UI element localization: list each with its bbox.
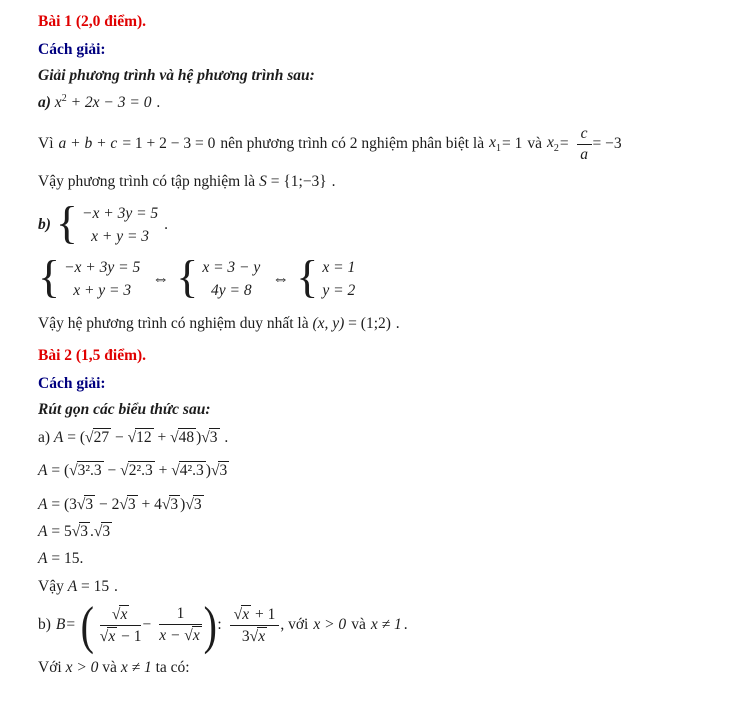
bai2-expression-b: b) B = ( $\frac{√x}{√x - 1}$ − $\frac{1}{x - √x}$ ) : $\frac{√x + 1}{3√x}$ , với x > 0 và x ≠ 1 . xyxy=(38,595,408,655)
text: nên phương trình có 2 nghiệm phân biệt là xyxy=(220,135,485,153)
bai2-step-4 xyxy=(38,549,83,568)
bai2-method-label: Cách giải: xyxy=(38,375,106,392)
equals-sign: = xyxy=(559,135,569,153)
root-2-variable: x xyxy=(547,133,554,151)
bai1-task-statement: Giải phương trình và hệ phương trình sau: xyxy=(38,67,315,84)
radical-sign-icon: √ xyxy=(69,462,78,479)
radicand: x xyxy=(192,627,200,644)
numerator: 1 xyxy=(159,605,202,625)
radicand: x xyxy=(120,605,128,623)
bai2-task-statement: Rút gọn các biểu thức sau: xyxy=(38,401,211,418)
radical-sign-icon: √ xyxy=(120,462,129,479)
text: và xyxy=(102,659,117,676)
denominator-lead: 3 xyxy=(241,627,250,645)
condition-1: x > 0 xyxy=(313,616,347,634)
minus-sign: − xyxy=(142,616,152,634)
radical xyxy=(170,428,196,447)
system-equation-1: x = 1 xyxy=(322,259,356,277)
coefficient-sum: a + b + c xyxy=(58,135,118,153)
division-colon: : xyxy=(217,616,222,634)
radical-sign-icon: √ xyxy=(127,429,137,446)
radical xyxy=(72,522,90,541)
equals-open: = ( xyxy=(51,462,70,479)
plus-term: + 4 xyxy=(141,496,162,513)
minus-term: − 2 xyxy=(99,496,120,513)
root-1-value: = 1 xyxy=(501,135,523,153)
plus-sign: + xyxy=(157,429,167,446)
text: và xyxy=(527,135,542,153)
radicand: x xyxy=(108,627,116,645)
radical xyxy=(171,461,206,480)
result-value: = 15. xyxy=(51,550,84,567)
fraction-1 xyxy=(100,605,142,646)
period: . xyxy=(395,315,400,332)
radicand: 2².3 xyxy=(128,462,153,479)
equivalence-arrow: ⇔ xyxy=(152,269,170,289)
text: Với xyxy=(38,659,62,676)
radical-sign-icon: √ xyxy=(201,429,210,446)
equation-system xyxy=(38,251,141,303)
radical-sign-icon: √ xyxy=(233,605,243,623)
item-label-a: a) xyxy=(38,429,51,446)
bai2-step-2 xyxy=(38,495,204,514)
radical xyxy=(211,461,229,480)
radical xyxy=(100,627,117,646)
system-equation-1: −x + 3y = 5 xyxy=(64,259,141,277)
radical-sign-icon: √ xyxy=(184,627,193,644)
subscript: 2 xyxy=(553,142,559,154)
plus-sign: + xyxy=(158,462,168,479)
item-label-b: b) xyxy=(38,616,51,634)
radical xyxy=(112,605,129,624)
system-equation-1: −x + 3y = 5 xyxy=(82,205,159,223)
set-value: = {1;−3} xyxy=(270,173,327,190)
radicand: 3 xyxy=(193,496,202,513)
system-equation-2: x + y = 3 xyxy=(91,227,150,245)
minus-sign: − xyxy=(107,462,117,479)
system-equation-2: y = 2 xyxy=(322,281,356,299)
radicand: 3².3 xyxy=(77,462,102,479)
radicand: 12 xyxy=(136,429,152,446)
radicand: 4².3 xyxy=(179,462,204,479)
radicand: 3 xyxy=(127,496,136,513)
exponent: 2 xyxy=(61,93,67,104)
condition-1: x > 0 xyxy=(65,659,99,676)
radical xyxy=(94,522,112,541)
radical xyxy=(184,626,201,645)
bai1-conclusion-a xyxy=(38,172,336,191)
equals-sign: = xyxy=(66,616,76,634)
period: . xyxy=(224,429,229,446)
system-equation-1: x = 3 − y xyxy=(202,259,261,277)
radical-sign-icon: √ xyxy=(76,496,86,513)
expression-variable: A xyxy=(38,496,48,513)
system-equation-2: 4y = 8 xyxy=(211,281,252,299)
fraction-c-over-a xyxy=(577,125,592,164)
close-paren: ) xyxy=(196,429,202,446)
equals-open: = (3 xyxy=(51,496,77,513)
equation-system xyxy=(296,251,356,303)
equals-coefficient: = 5 xyxy=(51,523,72,540)
bai1-solve-line xyxy=(38,251,360,304)
bai1-title: Bài 1 (2,0 điểm). xyxy=(38,13,147,30)
fraction-numerator: c xyxy=(577,125,592,145)
radical-sign-icon: √ xyxy=(111,605,121,623)
radicand: 3 xyxy=(219,462,228,479)
fraction-3 xyxy=(230,605,280,646)
item-label-a: a) xyxy=(38,94,51,112)
expression-variable: A xyxy=(38,462,48,479)
radicand: x xyxy=(242,605,250,623)
system-brace: { xyxy=(38,251,61,303)
condition-2: x ≠ 1 xyxy=(370,616,402,634)
item-label-b: b) xyxy=(38,216,51,234)
radical-sign-icon: √ xyxy=(93,523,103,540)
denominator-rest: − 1 xyxy=(121,627,142,645)
text: và xyxy=(351,616,366,634)
radical-sign-icon: √ xyxy=(249,627,259,645)
text: ta có: xyxy=(155,659,190,676)
variable: x xyxy=(54,94,62,112)
expression-variable: A xyxy=(38,523,48,540)
condition-intro: , với xyxy=(280,616,309,634)
equivalence-arrow: ⇔ xyxy=(272,269,290,289)
bai1-method-label: Cách giải: xyxy=(38,41,106,58)
bai2-expression-a xyxy=(38,428,228,447)
system-brace: { xyxy=(176,251,199,303)
system-brace: { xyxy=(296,251,319,303)
radical xyxy=(201,428,219,447)
radical-sign-icon: √ xyxy=(119,496,128,513)
bai1-conclusion-b xyxy=(38,314,400,333)
radical xyxy=(234,605,251,624)
expression-variable: A xyxy=(53,429,64,446)
bai2-step-3 xyxy=(38,522,112,541)
close-paren: ) xyxy=(180,496,186,513)
equals-open: = ( xyxy=(67,429,86,446)
radical-sign-icon: √ xyxy=(161,496,171,513)
result-value: = 15 xyxy=(81,578,110,595)
bai2-final-line xyxy=(38,658,190,677)
radical xyxy=(162,495,180,514)
radicand: x xyxy=(258,627,266,645)
radicand: 3 xyxy=(80,523,88,540)
radical xyxy=(77,495,95,514)
radicand: 3 xyxy=(209,429,218,446)
radicand: 3 xyxy=(85,496,94,513)
text: Vậy phương trình có tập nghiệm là xyxy=(38,173,256,190)
system-brace: { xyxy=(55,197,79,249)
text: Vậy xyxy=(38,578,64,595)
minus-sign: − xyxy=(114,429,124,446)
expression-variable: A xyxy=(67,578,78,595)
bai1-equation-a xyxy=(38,93,160,113)
solution-value: = (1;2) xyxy=(348,315,391,332)
radical xyxy=(185,495,203,514)
root-2-value: = −3 xyxy=(592,135,622,153)
period: . xyxy=(331,173,336,190)
equation-system xyxy=(55,197,159,249)
radical xyxy=(128,428,154,447)
bai2-title: Bài 2 (1,5 điểm). xyxy=(38,347,147,364)
radical-sign-icon: √ xyxy=(85,429,94,446)
period: . xyxy=(164,216,169,234)
period: . xyxy=(156,94,161,112)
expression-variable: A xyxy=(38,550,48,567)
radical-sign-icon: √ xyxy=(170,429,179,446)
equation-body: + 2x − 3 = 0 xyxy=(70,94,152,112)
close-paren: ) xyxy=(205,462,211,479)
radical xyxy=(69,461,104,480)
radical xyxy=(85,428,111,447)
text: Vì xyxy=(38,135,54,153)
radicand: 3 xyxy=(170,496,179,513)
multiplication-dot: . xyxy=(89,523,94,540)
solution-pair: (x, y) xyxy=(312,315,345,332)
radical-sign-icon: √ xyxy=(71,523,81,540)
numerator-rest: + 1 xyxy=(254,605,276,623)
system-equation-2: x + y = 3 xyxy=(73,281,132,299)
expression-variable: B xyxy=(55,616,66,634)
radicand: 27 xyxy=(93,429,110,446)
radical-sign-icon: √ xyxy=(99,627,109,645)
equation-system xyxy=(176,251,261,303)
denominator-lead: x − xyxy=(159,627,181,644)
text: Vậy hệ phương trình có nghiệm duy nhất là xyxy=(38,315,309,332)
period: . xyxy=(114,578,118,595)
radical-sign-icon: √ xyxy=(185,496,194,513)
radical xyxy=(119,495,137,514)
fraction-2 xyxy=(159,605,202,645)
radical-sign-icon: √ xyxy=(171,462,180,479)
condition-2: x ≠ 1 xyxy=(120,659,152,676)
radical-sign-icon: √ xyxy=(210,462,220,479)
radicand: 3 xyxy=(102,523,111,540)
radical xyxy=(120,461,155,480)
coefficient-sum-value: = 1 + 2 − 3 = 0 xyxy=(122,135,216,153)
bai2-step-1 xyxy=(38,461,229,480)
period: . xyxy=(403,616,408,634)
bai2-conclusion-a xyxy=(38,577,118,596)
fraction-denominator: a xyxy=(580,145,588,163)
radicand: 48 xyxy=(178,429,195,446)
bai1-reasoning-line xyxy=(38,124,627,164)
radical xyxy=(250,627,267,646)
bai1-system-b xyxy=(38,197,173,250)
subscript: 1 xyxy=(495,142,501,154)
root-1-variable: x xyxy=(489,133,496,151)
set-variable: S xyxy=(259,173,267,190)
